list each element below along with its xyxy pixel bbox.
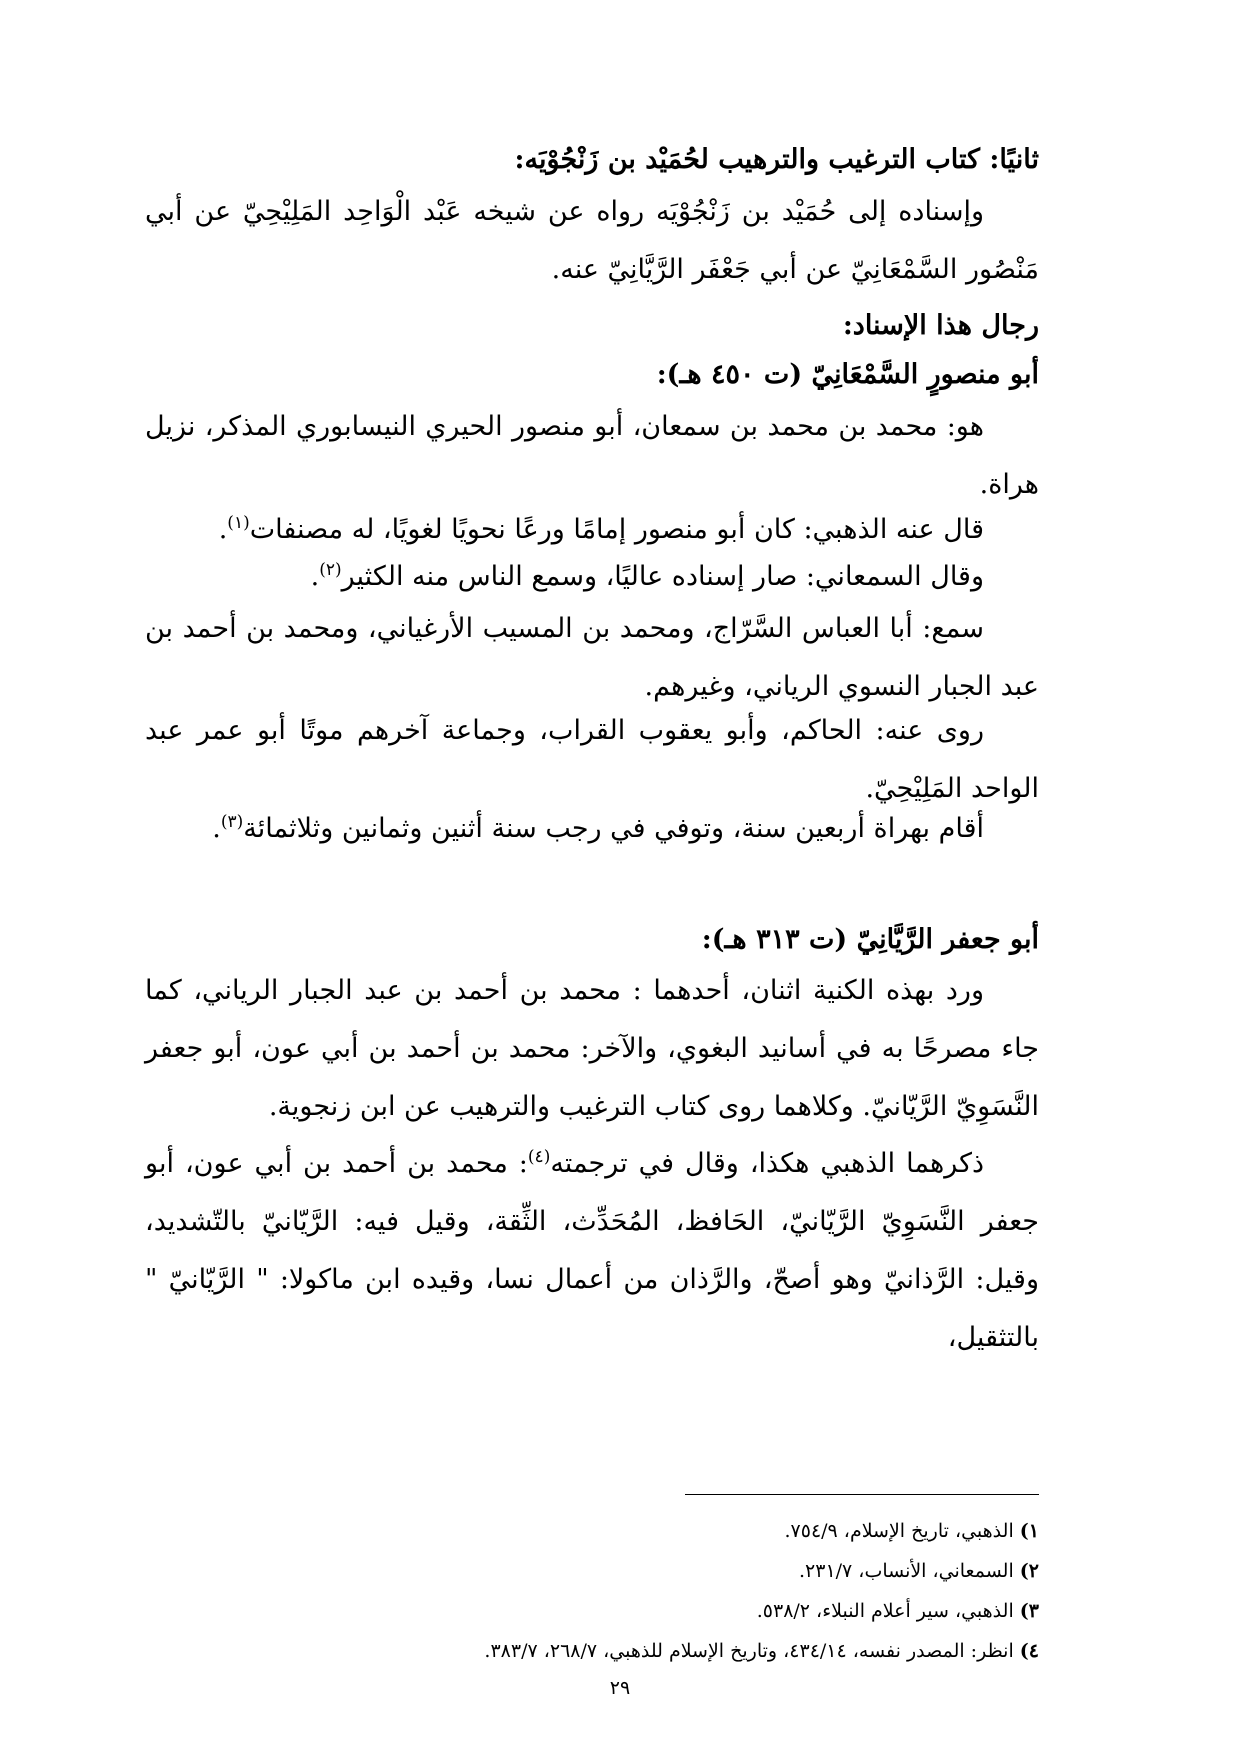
footnote-4	[189, 1631, 1039, 1671]
page-number: ٢٩	[609, 1677, 631, 1699]
section-heading: ثانيًا: كتاب الترغيب والترهيب لحُمَيْد بن زَنْجُوْيَه:	[514, 144, 1039, 175]
footnote-ref-4: (٤)	[527, 1147, 551, 1167]
footnote-3	[189, 1591, 1039, 1631]
paragraph-end: .	[212, 813, 221, 844]
footnote-ref-3: (٣)	[220, 812, 244, 832]
footnote-ref-2: (٢)	[319, 560, 342, 580]
men-heading: رجال هذا الإسناد:	[842, 310, 1039, 341]
person1-paragraph-5: روى عنه: الحاكم، وأبو يعقوب القراب، وجماعة آخرهم موتًا أبو عمر عبد الواحد المَلِيْحِيّ.	[145, 715, 1039, 804]
paragraph-text: أقام بهراة أربعين سنة، وتوفي في رجب سنة أثنين وثمانين وثلاثمائة	[243, 813, 984, 844]
person1-paragraph-4: سمع: أبا العباس السَّرّاج، ومحمد بن المسيب الأرغياني، ومحمد بن أحمد بن عبد الجبار النسوي الرياني، وغيرهم.	[145, 613, 1039, 702]
paragraph-end: .	[310, 561, 320, 592]
person2-paragraph-1: ورد بهذه الكنية اثنان، أحدهما : محمد بن أحمد بن عبد الجبار الرياني، كما جاء مصرحًا به في أسانيد البغوي، والآخر: محمد بن أحمد بن أبي عون، أبو جعفر النَّسَوِيّ الرَّيّانيّ. وكلاهما روى كتاب الترغيب والترهيب عن ابن زنجوية.	[145, 975, 1039, 1122]
footnote-2	[189, 1551, 1039, 1591]
footnote-number: ٣)	[1019, 1600, 1039, 1622]
footnote-text: الذهبي، تاريخ الإسلام، ٧٥٤/٩.	[784, 1520, 1014, 1542]
paragraph-end: .	[218, 514, 228, 545]
footnote-number: ٤)	[1019, 1640, 1039, 1662]
footnotes	[189, 1511, 1039, 1671]
person1-paragraph-1: هو: محمد بن محمد بن سمعان، أبو منصور الحيري النيسابوري المذكر، نزيل هراة.	[145, 411, 1039, 500]
footnote-ref-1: (١)	[227, 513, 250, 533]
paragraph-rest: : محمد بن أحمد بن أبي عون، أبو جعفر النَّسَوِيّ الرَّيّانيّ، الحَافظ، المُحَدِّث، الثِّقة، وقيل فيه: الرَّيّانيّ بالتّشديد، وقيل: الرَّذانيّ وهو أصحّ، والرَّذان من أعمال نسا، وقيده ابن ماكولا: " الرَّيّانيّ " بالتثقيل،	[145, 1148, 1039, 1353]
footnote-separator	[685, 1494, 1039, 1495]
paragraph-text: قال عنه الذهبي: كان أبو منصور إمامًا ورعًا نحويًا لغويًا، له مصنفات	[249, 514, 984, 545]
paragraph-text: وقال السمعاني: صار إسناده عاليًا، وسمع الناس منه الكثير	[341, 561, 984, 592]
footnote-number: ٢)	[1019, 1560, 1039, 1582]
person1-paragraph-6	[145, 800, 1039, 858]
person2-heading: أبو جعفر الرَّيَّانِيّ (ت ٣١٣ هـ):	[701, 924, 1039, 955]
footnote-text: الذهبي، سير أعلام النبلاء، ٥٣٨/٢.	[756, 1600, 1014, 1622]
footnote-text: السمعاني، الأنساب، ٢٣١/٧.	[798, 1560, 1014, 1582]
person2-paragraph-2	[145, 1135, 1039, 1367]
intro-paragraph: وإسناده إلى حُمَيْد بن زَنْجُوْيَه رواه عن شيخه عَبْد الْوَاحِد المَلِيْحِيّ عن أبي مَنْصُور السَّمْعَانِيّ عن أبي جَعْفَر الرَّيَّانِيّ عنه.	[145, 196, 1039, 285]
person1-heading: أبو منصورٍ السَّمْعَانِيّ (ت ٤٥٠ هـ):	[656, 359, 1039, 390]
person1-paragraph-3	[145, 548, 1039, 606]
footnote-text: انظر: المصدر نفسه، ٤٣٤/١٤، وتاريخ الإسلام للذهبي، ٢٦٨/٧، ٣٨٣/٧.	[484, 1640, 1014, 1662]
paragraph-text: ذكرهما الذهبي هكذا، وقال في ترجمته	[550, 1148, 984, 1179]
footnote-1	[189, 1511, 1039, 1551]
footnote-number: ١)	[1019, 1520, 1039, 1542]
